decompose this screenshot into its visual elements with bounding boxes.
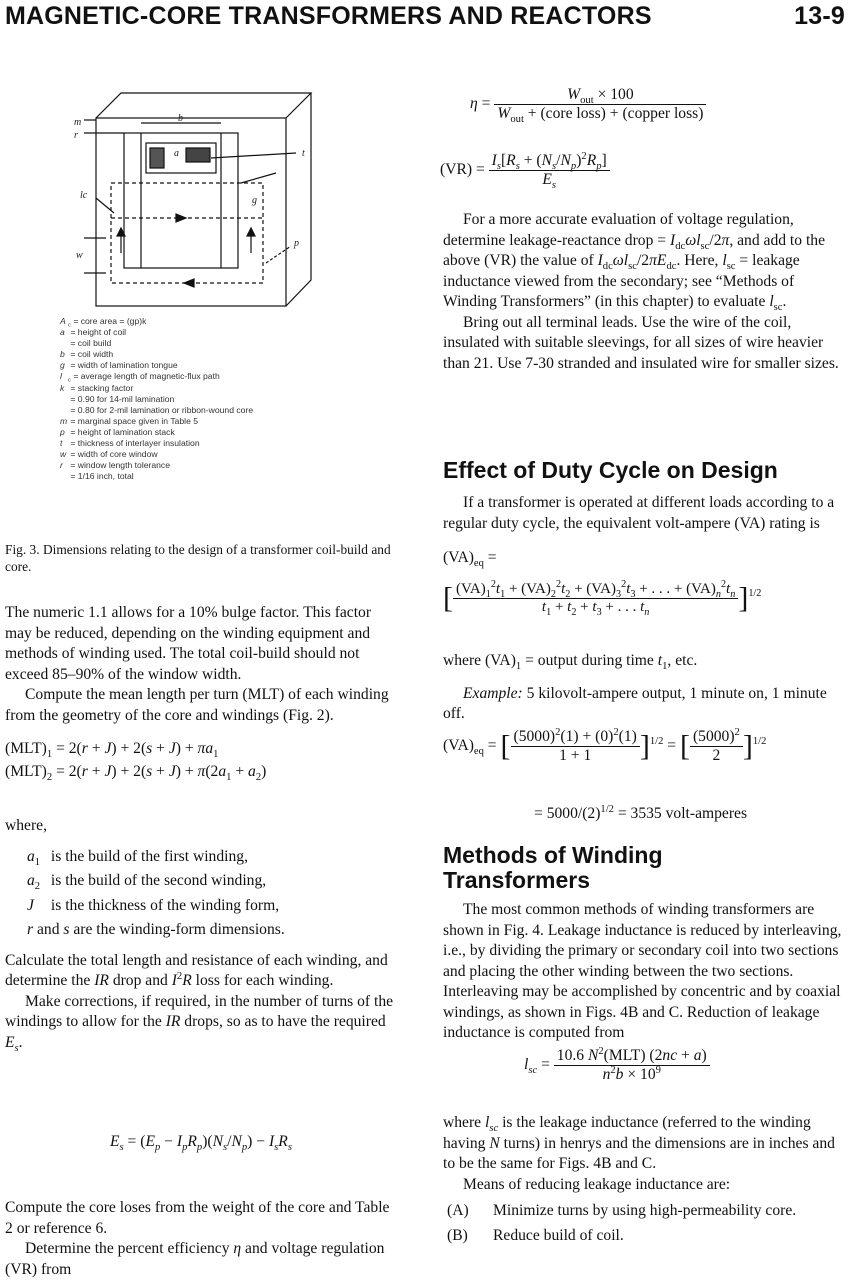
section-heading-duty-cycle: Effect of Duty Cycle on Design: [443, 457, 778, 483]
legend-row: p = height of lamination stack: [60, 426, 175, 437]
legend-row: k = stacking factor: [60, 382, 134, 393]
label-lc: lc: [80, 190, 88, 201]
legend-row: A $_c$ = core area = (gp)k: [60, 316, 147, 329]
paragraph-core-loss: Compute the core loses from the weight of the core and Table 2 or reference 6.: [5, 1199, 390, 1237]
label-g: g: [252, 195, 257, 206]
right-column-example: [443, 651, 848, 733]
where-a1: $a_1$ is the build of the first winding,: [27, 847, 248, 868]
legend-row: = 0.80 for 2-mil lamination or ribbon-wound core: [70, 404, 254, 415]
paragraph-winding-methods: The most common methods of winding transformers are shown in Fig. 4. Leakage inductance is reduced by interleaving, i.e., by dividing the primary or secondary coil into two sections and placing the other winding between the two sections. Interleaving may be accomplished by concentric and by coaxial windings, as shown in Figs. 4B and C. Reduction of leakage inductance is computed from: [443, 901, 842, 1041]
figure-3-core-diagram: [66, 88, 316, 310]
core-side-face: [286, 93, 311, 306]
legend-row: l $_c$ = average length of magnetic-flux path: [60, 371, 220, 385]
core-top-face: [96, 93, 311, 118]
header-title: MAGNETIC-CORE TRANSFORMERS AND REACTORS: [5, 2, 652, 30]
paragraph-duty-cycle: If a transformer is operated at different loads according to a regular duty cycle, the equivalent volt-ampere (VA) rating is: [443, 494, 835, 532]
legend-row: m = marginal space given in Table 5: [60, 415, 199, 426]
paragraph-where-va: where $(VA)_1$ = output during time $t_1$, etc.: [443, 652, 698, 673]
where-rs: r and s are the winding-form dimensions.: [27, 921, 285, 938]
legend-row: b = coil width: [60, 349, 114, 360]
equation-efficiency: η = $\frac{W_{out} \times 100}{W_{out} + (core loss) + (copper loss)}$: [470, 86, 706, 123]
paragraph-example: Example: 5 kilovolt-ampere output, 1 minute on, 1 minute off.: [443, 684, 827, 722]
paragraph-corrections: Make corrections, if required, in the number of turns of the windings to allow for the IR drops, so as to have the required $E_s$.: [5, 992, 394, 1054]
equation-mlt1: $(MLT)_1 = 2(r + J) + 2(s + J) + \pi a_1$: [5, 740, 219, 761]
paragraph-means: Means of reducing leakage inductance are:: [463, 1175, 731, 1193]
list-item-a: (A) Minimize turns by using high-permeability core.: [447, 1202, 797, 1219]
right-column-top: [443, 210, 848, 382]
paragraph-ir-drop: Calculate the total length and resistance of each winding, and determine the IR drop and $I^2R$ loss for each winding.: [5, 951, 388, 989]
legend-row: w = width of core window: [60, 449, 158, 460]
running-header: [5, 2, 845, 36]
where-label: where,: [5, 817, 47, 834]
right-column-winding: [443, 900, 848, 1052]
left-column-where: [5, 816, 400, 1061]
legend-row: = 1/16 inch, total: [70, 471, 134, 482]
label-t: t: [302, 148, 305, 159]
where-j: J is the thickness of the winding form,: [27, 896, 280, 914]
figure-legend: [60, 316, 360, 482]
equation-mlt2: $(MLT)_2 = 2(r + J) + 2(s + J) + \pi(2a_1 + a_2)$: [5, 763, 267, 784]
page-number: 13-9: [794, 2, 845, 30]
equation-va-eq: [ $\frac{(VA)_1^2t_1 + (VA)_2^2t_2 + (VA)_3^2t_3 + . . . + (VA)_n^2t_n}{t_1 + t_2 + t_3 + . . . t_n}$ ]$^{1/2}$: [443, 579, 762, 618]
paragraph-leakage-reactance: For a more accurate evaluation of voltage regulation, determine leakage-reactance drop = $I_{dc}\omega l_{sc}/2\pi$, and add to the above (VR) the value of $I_{dc}\omega l_{sc}/2\pi E_{dc}$. Here, $l_{sc}$ = leakage inductance viewed from the secondary; see “Methods of Winding Transformers” (in this chapter) to evaluate $l_{sc}$.: [443, 211, 826, 314]
label-r: r: [74, 130, 78, 141]
legend-row: = coil build: [70, 338, 112, 349]
label-m: m: [74, 117, 82, 128]
equation-regulation: (VR) = $\frac{I_s[R_s + (N_s/N_p)^2R_p]}{E_s}$: [440, 152, 610, 189]
label-b: b: [178, 113, 183, 124]
label-w: w: [76, 250, 83, 261]
equation-example-result: = $5000/(2)^{1/2} = 3535$ volt-amperes: [534, 803, 748, 822]
equation-example: $(VA)_{eq}$ = [ $\frac{(5000)^2(1) + (0)^2(1)}{1 + 1}$ ]$^{1/2}$ = [ $\frac{(5000)^2}{2}$ ]$^{1/2}$: [443, 726, 767, 764]
equation-leakage: $l_{sc}$ = $\frac{10.6 N^2(MLT) (2nc + a)}{n^2b \times 10^9}$: [524, 1047, 710, 1084]
legend-row: r = window length tolerance: [60, 460, 170, 471]
left-column: [5, 603, 400, 734]
label-a: a: [174, 148, 179, 159]
legend-row: t = thickness of interlayer insulation: [60, 438, 200, 449]
right-column-duty: [443, 493, 848, 542]
equation-va-eq-label: $(VA)_{eq}$ =: [443, 549, 497, 570]
means-list: [443, 1201, 848, 1246]
paragraph-mlt: Compute the mean length per turn (MLT) of each winding from the geometry of the core and windings (Fig. 2).: [5, 686, 389, 724]
legend-row: g = width of lamination tongue: [60, 360, 178, 371]
section-heading-winding: Methods of Winding Transformers: [443, 842, 663, 893]
equation-es: $E_s = (E_p - I_pR_p)(N_s/N_p) - I_sR_s$: [110, 1133, 292, 1154]
paragraph-terminal-leads: Bring out all terminal leads. Use the wire of the coil, insulated with suitable sleevings, for all sizes of wire heavier than 21. Use 7-30 stranded and insulated wire for smaller sizes.: [443, 313, 839, 372]
figure-caption: Fig. 3. Dimensions relating to the design of a transformer coil-build and core.: [5, 542, 391, 574]
paragraph-leakage-def: where $l_{sc}$ is the leakage inductance (referred to the winding having N turns) in henrys and the dimensions are in inches and to be the same for Figs. 4B and C.: [443, 1114, 835, 1172]
legend-row: = 0.90 for 14-mil lamination: [70, 393, 175, 404]
legend-row: a = height of coil: [60, 327, 127, 338]
paragraph-efficiency: Determine the percent efficiency η and voltage regulation (VR) from: [5, 1240, 385, 1278]
where-a2: $a_2$ is the build of the second winding,: [27, 872, 267, 893]
left-column-bottom: [5, 1198, 400, 1288]
list-item-b: (B) Reduce build of coil.: [447, 1226, 624, 1244]
paragraph-bulge: The numeric 1.1 allows for a 10% bulge factor. This factor may be reduced, depending on the winding equipment and methods of winding used. The total coil-build should not exceed 85–90% of the window width.: [5, 604, 372, 683]
label-p: p: [294, 238, 299, 249]
right-column-bottom: [443, 1113, 848, 1250]
